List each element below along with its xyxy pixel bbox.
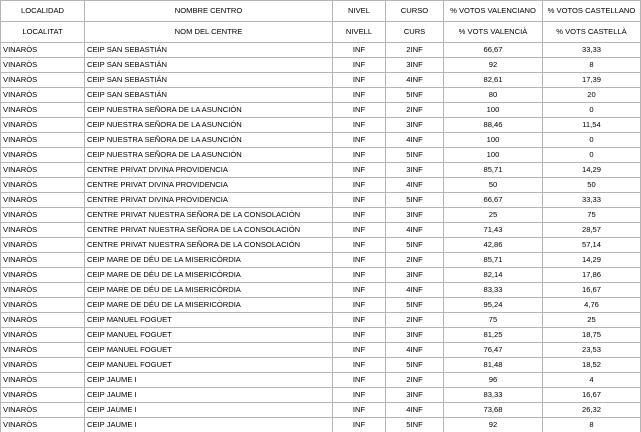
cell-vots-castella: 23,53 [543, 343, 641, 358]
table-row [1, 118, 641, 133]
cell-centre: CEIP SAN SEBASTIÁN [85, 73, 333, 88]
cell-nivell: INF [333, 268, 386, 283]
cell-localitat: VINARÒS [1, 298, 85, 313]
header-votos-castellano: % VOTOS CASTELLANO [543, 1, 641, 22]
cell-centre: CEIP MANUEL FOGUET [85, 313, 333, 328]
table-row [1, 238, 641, 253]
cell-vots-castella: 16,67 [543, 388, 641, 403]
cell-centre: CEIP MANUEL FOGUET [85, 343, 333, 358]
cell-centre: CEIP NUESTRA SEÑORA DE LA ASUNCIÓN [85, 133, 333, 148]
cell-vots-castella: 16,67 [543, 283, 641, 298]
cell-curs: 3INF [386, 118, 444, 133]
cell-nivell: INF [333, 358, 386, 373]
cell-curs: 3INF [386, 328, 444, 343]
cell-centre: CEIP NUESTRA SEÑORA DE LA ASUNCIÓN [85, 103, 333, 118]
cell-centre: CEIP JAUME I [85, 388, 333, 403]
cell-nivell: INF [333, 283, 386, 298]
cell-vots-castella: 18,52 [543, 358, 641, 373]
cell-localitat: VINARÒS [1, 268, 85, 283]
cell-nivell: INF [333, 313, 386, 328]
cell-centre: CEIP MARE DE DÉU DE LA MISERICÒRDIA [85, 298, 333, 313]
cell-nivell: INF [333, 418, 386, 432]
cell-vots-castella: 33,33 [543, 43, 641, 58]
cell-vots-castella: 8 [543, 58, 641, 73]
table-row [1, 148, 641, 163]
table-row [1, 163, 641, 178]
table-row [1, 43, 641, 58]
table-row [1, 193, 641, 208]
table-row [1, 253, 641, 268]
cell-localitat: VINARÒS [1, 193, 85, 208]
cell-centre: CEIP MARE DE DÉU DE LA MISERICÒRDIA [85, 283, 333, 298]
cell-localitat: VINARÒS [1, 253, 85, 268]
cell-vots-castella: 57,14 [543, 238, 641, 253]
cell-nivell: INF [333, 58, 386, 73]
cell-nivell: INF [333, 148, 386, 163]
cell-centre: CEIP SAN SEBASTIÁN [85, 58, 333, 73]
cell-vots-castella: 4 [543, 373, 641, 388]
cell-vots-castella: 8 [543, 418, 641, 432]
cell-curs: 2INF [386, 103, 444, 118]
cell-localitat: VINARÒS [1, 163, 85, 178]
cell-vots-castella: 20 [543, 88, 641, 103]
cell-vots-castella: 0 [543, 103, 641, 118]
header-localidad: LOCALIDAD [1, 1, 85, 22]
cell-localitat: VINARÒS [1, 403, 85, 418]
cell-curs: 5INF [386, 193, 444, 208]
cell-nivell: INF [333, 163, 386, 178]
header-curs: CURS [386, 22, 444, 43]
cell-nivell: INF [333, 43, 386, 58]
header-row-valencian [1, 22, 641, 43]
table-row [1, 403, 641, 418]
cell-curs: 4INF [386, 73, 444, 88]
table-row [1, 268, 641, 283]
cell-vots-valencia: 25 [444, 208, 543, 223]
cell-nivell: INF [333, 223, 386, 238]
header-vots-castella: % VOTS CASTELLÀ [543, 22, 641, 43]
cell-localitat: VINARÒS [1, 118, 85, 133]
table-row [1, 103, 641, 118]
cell-localitat: VINARÒS [1, 208, 85, 223]
cell-curs: 3INF [386, 208, 444, 223]
cell-centre: CENTRE PRIVAT DIVINA PROVIDENCIA [85, 193, 333, 208]
table-body [1, 1, 641, 432]
cell-centre: CEIP SAN SEBASTIÁN [85, 43, 333, 58]
cell-nivell: INF [333, 133, 386, 148]
cell-vots-valencia: 88,46 [444, 118, 543, 133]
cell-nivell: INF [333, 373, 386, 388]
cell-vots-valencia: 82,14 [444, 268, 543, 283]
cell-vots-valencia: 100 [444, 148, 543, 163]
cell-curs: 5INF [386, 418, 444, 432]
cell-curs: 4INF [386, 283, 444, 298]
header-nombre-centro: NOMBRE CENTRO [85, 1, 333, 22]
cell-curs: 3INF [386, 268, 444, 283]
cell-centre: CEIP MARE DE DÉU DE LA MISERICÒRDIA [85, 253, 333, 268]
cell-centre: CEIP JAUME I [85, 373, 333, 388]
cell-nivell: INF [333, 343, 386, 358]
cell-localitat: VINARÒS [1, 88, 85, 103]
cell-vots-valencia: 92 [444, 58, 543, 73]
cell-nivell: INF [333, 208, 386, 223]
cell-centre: CEIP SAN SEBASTIÁN [85, 88, 333, 103]
table-row [1, 373, 641, 388]
cell-vots-castella: 18,75 [543, 328, 641, 343]
cell-vots-castella: 25 [543, 313, 641, 328]
cell-nivell: INF [333, 253, 386, 268]
cell-localitat: VINARÒS [1, 313, 85, 328]
cell-vots-valencia: 71,43 [444, 223, 543, 238]
cell-localitat: VINARÒS [1, 283, 85, 298]
cell-localitat: VINARÒS [1, 223, 85, 238]
cell-centre: CENTRE PRIVAT NUESTRA SEÑORA DE LA CONSOLACIÓN [85, 238, 333, 253]
cell-vots-castella: 0 [543, 148, 641, 163]
cell-vots-castella: 17,39 [543, 73, 641, 88]
cell-vots-valencia: 85,71 [444, 253, 543, 268]
cell-centre: CEIP NUESTRA SEÑORA DE LA ASUNCIÓN [85, 118, 333, 133]
cell-vots-castella: 4,76 [543, 298, 641, 313]
cell-vots-valencia: 80 [444, 88, 543, 103]
cell-vots-valencia: 83,33 [444, 283, 543, 298]
table-row [1, 313, 641, 328]
cell-curs: 3INF [386, 58, 444, 73]
cell-nivell: INF [333, 238, 386, 253]
cell-vots-valencia: 66,67 [444, 193, 543, 208]
table-row [1, 208, 641, 223]
cell-vots-castella: 33,33 [543, 193, 641, 208]
cell-localitat: VINARÒS [1, 388, 85, 403]
table-row [1, 418, 641, 432]
cell-localitat: VINARÒS [1, 148, 85, 163]
cell-nivell: INF [333, 118, 386, 133]
header-nivel: NIVEL [333, 1, 386, 22]
cell-curs: 2INF [386, 253, 444, 268]
cell-vots-castella: 11,54 [543, 118, 641, 133]
cell-vots-valencia: 50 [444, 178, 543, 193]
cell-centre: CENTRE PRIVAT NUESTRA SEÑORA DE LA CONSOLACIÓN [85, 208, 333, 223]
cell-curs: 4INF [386, 403, 444, 418]
table-row [1, 283, 641, 298]
cell-vots-valencia: 100 [444, 103, 543, 118]
header-vots-valencia: % VOTS VALENCIÀ [444, 22, 543, 43]
cell-vots-valencia: 83,33 [444, 388, 543, 403]
cell-vots-valencia: 82,61 [444, 73, 543, 88]
cell-centre: CEIP MANUEL FOGUET [85, 358, 333, 373]
table-row [1, 88, 641, 103]
cell-curs: 5INF [386, 148, 444, 163]
cell-curs: 5INF [386, 88, 444, 103]
cell-nivell: INF [333, 88, 386, 103]
cell-vots-valencia: 85,71 [444, 163, 543, 178]
table-row [1, 298, 641, 313]
cell-localitat: VINARÒS [1, 178, 85, 193]
table-row [1, 73, 641, 88]
cell-localitat: VINARÒS [1, 328, 85, 343]
cell-vots-castella: 14,29 [543, 253, 641, 268]
cell-vots-castella: 75 [543, 208, 641, 223]
cell-curs: 5INF [386, 358, 444, 373]
cell-curs: 2INF [386, 313, 444, 328]
cell-localitat: VINARÒS [1, 133, 85, 148]
table-row [1, 343, 641, 358]
cell-nivell: INF [333, 178, 386, 193]
cell-vots-valencia: 73,68 [444, 403, 543, 418]
cell-nivell: INF [333, 403, 386, 418]
cell-curs: 3INF [386, 388, 444, 403]
cell-vots-castella: 14,29 [543, 163, 641, 178]
header-row-spanish [1, 1, 641, 22]
cell-vots-castella: 17,86 [543, 268, 641, 283]
cell-localitat: VINARÒS [1, 373, 85, 388]
header-votos-valenciano: % VOTOS VALENCIANO [444, 1, 543, 22]
cell-vots-castella: 50 [543, 178, 641, 193]
cell-curs: 4INF [386, 223, 444, 238]
table-row [1, 133, 641, 148]
table-row [1, 388, 641, 403]
cell-vots-valencia: 75 [444, 313, 543, 328]
cell-vots-valencia: 66,67 [444, 43, 543, 58]
cell-curs: 5INF [386, 298, 444, 313]
cell-centre: CENTRE PRIVAT NUESTRA SEÑORA DE LA CONSOLACIÓN [85, 223, 333, 238]
cell-nivell: INF [333, 388, 386, 403]
cell-centre: CEIP NUESTRA SEÑORA DE LA ASUNCIÓN [85, 148, 333, 163]
cell-vots-valencia: 95,24 [444, 298, 543, 313]
header-curso: CURSO [386, 1, 444, 22]
cell-localitat: VINARÒS [1, 73, 85, 88]
cell-curs: 2INF [386, 373, 444, 388]
cell-localitat: VINARÒS [1, 418, 85, 432]
header-nom-centre: NOM DEL CENTRE [85, 22, 333, 43]
cell-nivell: INF [333, 298, 386, 313]
cell-centre: CENTRE PRIVAT DIVINA PROVIDENCIA [85, 178, 333, 193]
table-row [1, 223, 641, 238]
table-row [1, 328, 641, 343]
cell-vots-valencia: 92 [444, 418, 543, 432]
cell-localitat: VINARÒS [1, 358, 85, 373]
cell-curs: 4INF [386, 133, 444, 148]
cell-localitat: VINARÒS [1, 343, 85, 358]
cell-nivell: INF [333, 193, 386, 208]
cell-localitat: VINARÒS [1, 103, 85, 118]
cell-centre: CENTRE PRIVAT DIVINA PROVIDENCIA [85, 163, 333, 178]
cell-nivell: INF [333, 103, 386, 118]
cell-vots-valencia: 42,86 [444, 238, 543, 253]
table-row [1, 58, 641, 73]
cell-vots-valencia: 76,47 [444, 343, 543, 358]
cell-curs: 2INF [386, 43, 444, 58]
cell-curs: 3INF [386, 163, 444, 178]
cell-vots-castella: 0 [543, 133, 641, 148]
cell-nivell: INF [333, 328, 386, 343]
cell-vots-valencia: 96 [444, 373, 543, 388]
cell-localitat: VINARÒS [1, 58, 85, 73]
header-localitat: LOCALITAT [1, 22, 85, 43]
cell-vots-valencia: 81,48 [444, 358, 543, 373]
table-row [1, 358, 641, 373]
cell-curs: 5INF [386, 238, 444, 253]
cell-vots-castella: 26,32 [543, 403, 641, 418]
cell-vots-valencia: 100 [444, 133, 543, 148]
cell-vots-castella: 28,57 [543, 223, 641, 238]
cell-curs: 4INF [386, 343, 444, 358]
cell-vots-valencia: 81,25 [444, 328, 543, 343]
cell-centre: CEIP MARE DE DÉU DE LA MISERICÒRDIA [85, 268, 333, 283]
cell-centre: CEIP JAUME I [85, 418, 333, 432]
cell-localitat: VINARÒS [1, 238, 85, 253]
cell-nivell: INF [333, 73, 386, 88]
cell-localitat: VINARÒS [1, 43, 85, 58]
table-row [1, 178, 641, 193]
cell-centre: CEIP JAUME I [85, 403, 333, 418]
cell-centre: CEIP MANUEL FOGUET [85, 328, 333, 343]
cell-curs: 4INF [386, 178, 444, 193]
header-nivell: NIVELL [333, 22, 386, 43]
